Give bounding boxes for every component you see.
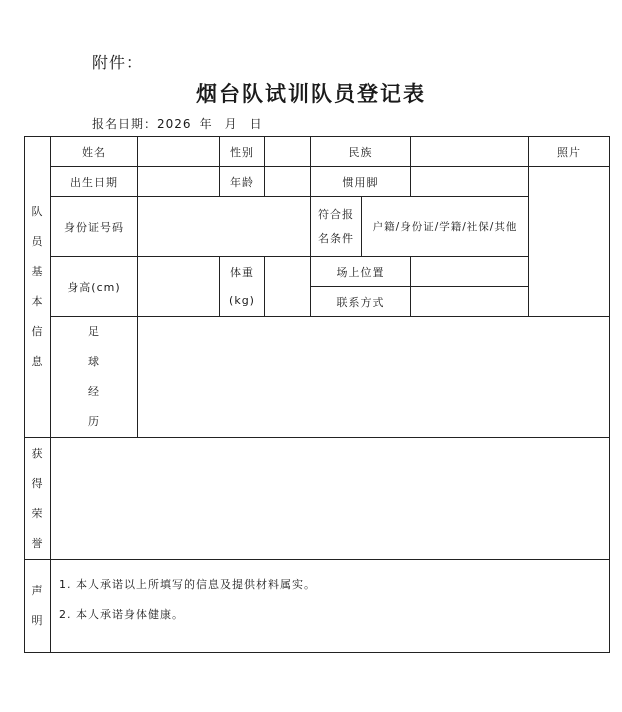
eligibility-options[interactable]: 户籍/身份证/学籍/社保/其他: [362, 197, 529, 257]
eligibility-label: 符合报 名条件: [311, 197, 362, 257]
ethnicity-input[interactable]: [411, 137, 529, 167]
name-label: 姓名: [51, 137, 138, 167]
registration-date: [92, 115, 263, 132]
age-input[interactable]: [265, 167, 311, 197]
football-experience-input[interactable]: [138, 317, 610, 438]
ethnicity-label: 民族: [311, 137, 411, 167]
year-unit: 年: [199, 117, 213, 131]
id-number-label: 身份证号码: [51, 197, 138, 257]
registration-form-table: [24, 136, 610, 653]
name-input[interactable]: [138, 137, 220, 167]
id-number-input[interactable]: [138, 197, 311, 257]
dob-input[interactable]: [138, 167, 220, 197]
gender-input[interactable]: [265, 137, 311, 167]
declaration-label: 声 明: [25, 560, 51, 653]
contact-input[interactable]: [411, 287, 529, 317]
gender-label: 性别: [220, 137, 265, 167]
height-label: 身高(cm): [51, 257, 138, 317]
contact-label: 联系方式: [311, 287, 411, 317]
football-experience-label: 足 球 经 历: [51, 317, 138, 438]
date-label: 报名日期：: [92, 117, 158, 131]
declaration-line-2: 2. 本人承诺身体健康。: [59, 608, 184, 621]
honors-label: 获 得 荣 誉: [25, 438, 51, 560]
attachment-label: 附件：: [92, 53, 144, 72]
height-input[interactable]: [138, 257, 220, 317]
month-unit: 月: [224, 117, 238, 131]
honors-input[interactable]: [51, 438, 610, 560]
weight-label: 体重 (kg): [220, 257, 265, 317]
photo-label: 照片: [529, 137, 610, 167]
day-unit: 日: [249, 117, 263, 131]
foot-input[interactable]: [411, 167, 529, 197]
age-label: 年龄: [220, 167, 265, 197]
position-label: 场上位置: [311, 257, 411, 287]
photo-area[interactable]: [529, 167, 610, 317]
page-title: 烟台队试训队员登记表: [196, 82, 426, 106]
basic-info-section-label: 队 员 基 本 信 息: [25, 137, 51, 438]
dob-label: 出生日期: [51, 167, 138, 197]
declaration-line-1: 1. 本人承诺以上所填写的信息及提供材料属实。: [59, 578, 316, 591]
weight-input[interactable]: [265, 257, 311, 317]
declaration-text: [51, 560, 610, 653]
date-year: 2026: [157, 117, 192, 131]
foot-label: 惯用脚: [311, 167, 411, 197]
position-input[interactable]: [411, 257, 529, 287]
